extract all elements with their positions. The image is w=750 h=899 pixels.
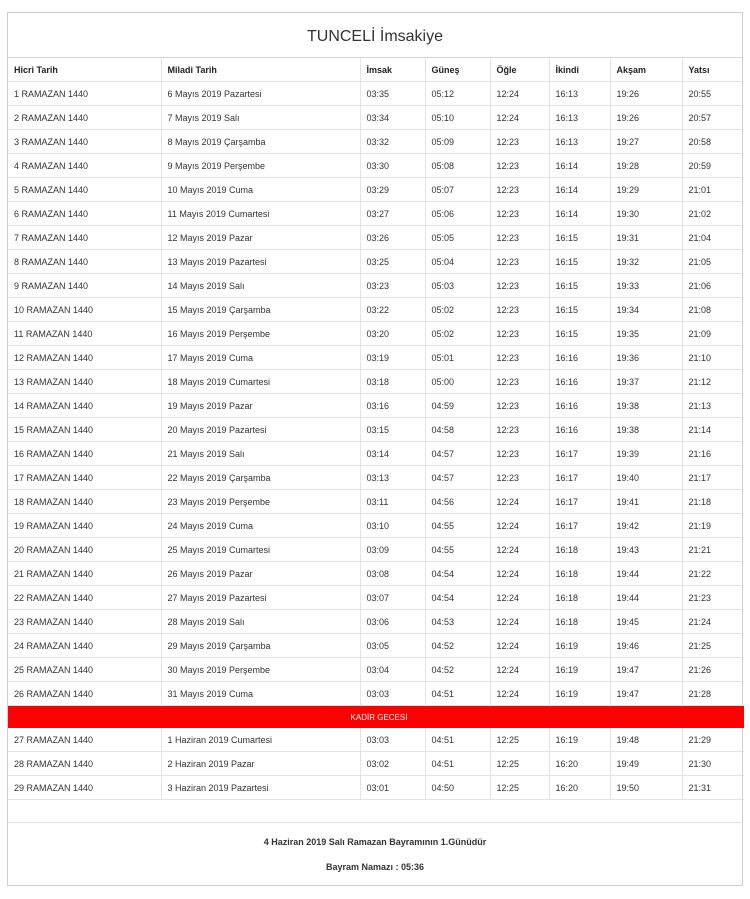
cell-aksam: 19:47 bbox=[610, 658, 682, 682]
cell-ikindi: 16:15 bbox=[549, 274, 610, 298]
cell-aksam: 19:33 bbox=[610, 274, 682, 298]
cell-ikindi: 16:17 bbox=[549, 514, 610, 538]
cell-hicri: 7 RAMAZAN 1440 bbox=[8, 226, 161, 250]
header-aksam: Akşam bbox=[610, 58, 682, 82]
cell-gunes: 04:58 bbox=[425, 418, 490, 442]
cell-yatsi: 21:05 bbox=[682, 250, 744, 274]
cell-yatsi: 21:22 bbox=[682, 562, 744, 586]
cell-imsak: 03:35 bbox=[360, 82, 425, 106]
kadir-gecesi-row bbox=[8, 706, 744, 729]
page-title: TUNCELİ İmsakiye bbox=[8, 13, 742, 58]
cell-ikindi: 16:19 bbox=[549, 634, 610, 658]
table-body-after bbox=[8, 728, 744, 800]
cell-gunes: 04:51 bbox=[425, 728, 490, 752]
cell-miladi: 16 Mayıs 2019 Perşembe bbox=[161, 322, 360, 346]
cell-gunes: 04:55 bbox=[425, 514, 490, 538]
cell-hicri: 21 RAMAZAN 1440 bbox=[8, 562, 161, 586]
cell-yatsi: 21:26 bbox=[682, 658, 744, 682]
cell-aksam: 19:42 bbox=[610, 514, 682, 538]
table-row bbox=[8, 634, 744, 658]
cell-ikindi: 16:15 bbox=[549, 250, 610, 274]
cell-aksam: 19:44 bbox=[610, 562, 682, 586]
cell-gunes: 05:02 bbox=[425, 322, 490, 346]
cell-gunes: 04:54 bbox=[425, 586, 490, 610]
cell-miladi: 19 Mayıs 2019 Pazar bbox=[161, 394, 360, 418]
cell-miladi: 30 Mayıs 2019 Perşembe bbox=[161, 658, 360, 682]
cell-hicri: 12 RAMAZAN 1440 bbox=[8, 346, 161, 370]
cell-ogle: 12:24 bbox=[490, 586, 549, 610]
cell-aksam: 19:39 bbox=[610, 442, 682, 466]
cell-hicri: 16 RAMAZAN 1440 bbox=[8, 442, 161, 466]
cell-ikindi: 16:16 bbox=[549, 418, 610, 442]
cell-imsak: 03:03 bbox=[360, 728, 425, 752]
cell-hicri: 14 RAMAZAN 1440 bbox=[8, 394, 161, 418]
header-imsak: İmsak bbox=[360, 58, 425, 82]
cell-hicri: 28 RAMAZAN 1440 bbox=[8, 752, 161, 776]
cell-gunes: 04:52 bbox=[425, 658, 490, 682]
cell-ikindi: 16:13 bbox=[549, 82, 610, 106]
table-row bbox=[8, 202, 744, 226]
table-row bbox=[8, 418, 744, 442]
cell-hicri: 23 RAMAZAN 1440 bbox=[8, 610, 161, 634]
cell-aksam: 19:41 bbox=[610, 490, 682, 514]
header-ogle: Öğle bbox=[490, 58, 549, 82]
table-row bbox=[8, 106, 744, 130]
cell-hicri: 5 RAMAZAN 1440 bbox=[8, 178, 161, 202]
cell-gunes: 05:04 bbox=[425, 250, 490, 274]
cell-aksam: 19:47 bbox=[610, 682, 682, 706]
cell-hicri: 11 RAMAZAN 1440 bbox=[8, 322, 161, 346]
cell-ogle: 12:23 bbox=[490, 418, 549, 442]
cell-yatsi: 21:14 bbox=[682, 418, 744, 442]
cell-imsak: 03:05 bbox=[360, 634, 425, 658]
cell-yatsi: 21:23 bbox=[682, 586, 744, 610]
cell-imsak: 03:32 bbox=[360, 130, 425, 154]
cell-ikindi: 16:19 bbox=[549, 682, 610, 706]
cell-ikindi: 16:13 bbox=[549, 130, 610, 154]
cell-ogle: 12:24 bbox=[490, 82, 549, 106]
cell-gunes: 04:56 bbox=[425, 490, 490, 514]
imsakiye-panel bbox=[7, 12, 743, 886]
cell-ikindi: 16:18 bbox=[549, 586, 610, 610]
cell-aksam: 19:26 bbox=[610, 106, 682, 130]
cell-miladi: 31 Mayıs 2019 Cuma bbox=[161, 682, 360, 706]
table-body-special bbox=[8, 706, 744, 729]
cell-imsak: 03:11 bbox=[360, 490, 425, 514]
cell-gunes: 05:10 bbox=[425, 106, 490, 130]
header-yatsi: Yatsı bbox=[682, 58, 744, 82]
cell-imsak: 03:06 bbox=[360, 610, 425, 634]
cell-ikindi: 16:18 bbox=[549, 562, 610, 586]
cell-hicri: 19 RAMAZAN 1440 bbox=[8, 514, 161, 538]
cell-miladi: 24 Mayıs 2019 Cuma bbox=[161, 514, 360, 538]
cell-gunes: 05:03 bbox=[425, 274, 490, 298]
footer-bayram-namazi: Bayram Namazı : 05:36 bbox=[325, 862, 425, 872]
cell-ikindi: 16:16 bbox=[549, 346, 610, 370]
cell-yatsi: 21:17 bbox=[682, 466, 744, 490]
table-row bbox=[8, 370, 744, 394]
cell-yatsi: 21:24 bbox=[682, 610, 744, 634]
cell-ogle: 12:24 bbox=[490, 610, 549, 634]
cell-hicri: 13 RAMAZAN 1440 bbox=[8, 370, 161, 394]
cell-imsak: 03:14 bbox=[360, 442, 425, 466]
cell-yatsi: 21:18 bbox=[682, 490, 744, 514]
cell-hicri: 20 RAMAZAN 1440 bbox=[8, 538, 161, 562]
cell-ikindi: 16:20 bbox=[549, 752, 610, 776]
cell-hicri: 1 RAMAZAN 1440 bbox=[8, 82, 161, 106]
header-hicri: Hicri Tarih bbox=[8, 58, 161, 82]
cell-ogle: 12:23 bbox=[490, 466, 549, 490]
cell-imsak: 03:16 bbox=[360, 394, 425, 418]
cell-aksam: 19:46 bbox=[610, 634, 682, 658]
cell-miladi: 3 Haziran 2019 Pazartesi bbox=[161, 776, 360, 800]
cell-ogle: 12:24 bbox=[490, 514, 549, 538]
cell-yatsi: 21:25 bbox=[682, 634, 744, 658]
cell-yatsi: 21:08 bbox=[682, 298, 744, 322]
cell-hicri: 6 RAMAZAN 1440 bbox=[8, 202, 161, 226]
table-row bbox=[8, 226, 744, 250]
table-row bbox=[8, 586, 744, 610]
cell-miladi: 14 Mayıs 2019 Salı bbox=[161, 274, 360, 298]
cell-ogle: 12:23 bbox=[490, 154, 549, 178]
cell-imsak: 03:03 bbox=[360, 682, 425, 706]
cell-gunes: 05:07 bbox=[425, 178, 490, 202]
cell-gunes: 05:00 bbox=[425, 370, 490, 394]
cell-aksam: 19:43 bbox=[610, 538, 682, 562]
cell-aksam: 19:26 bbox=[610, 82, 682, 106]
cell-ikindi: 16:17 bbox=[549, 442, 610, 466]
table-row bbox=[8, 322, 744, 346]
cell-aksam: 19:36 bbox=[610, 346, 682, 370]
cell-yatsi: 21:16 bbox=[682, 442, 744, 466]
cell-hicri: 9 RAMAZAN 1440 bbox=[8, 274, 161, 298]
cell-ikindi: 16:16 bbox=[549, 394, 610, 418]
cell-gunes: 04:55 bbox=[425, 538, 490, 562]
cell-ogle: 12:24 bbox=[490, 538, 549, 562]
cell-yatsi: 21:31 bbox=[682, 776, 744, 800]
cell-miladi: 12 Mayıs 2019 Pazar bbox=[161, 226, 360, 250]
cell-ogle: 12:24 bbox=[490, 490, 549, 514]
cell-yatsi: 21:12 bbox=[682, 370, 744, 394]
table-body-before bbox=[8, 82, 744, 706]
cell-imsak: 03:26 bbox=[360, 226, 425, 250]
cell-yatsi: 21:21 bbox=[682, 538, 744, 562]
cell-aksam: 19:44 bbox=[610, 586, 682, 610]
cell-yatsi: 21:13 bbox=[682, 394, 744, 418]
cell-imsak: 03:04 bbox=[360, 658, 425, 682]
cell-miladi: 17 Mayıs 2019 Cuma bbox=[161, 346, 360, 370]
header-miladi: Miladi Tarih bbox=[161, 58, 360, 82]
cell-imsak: 03:27 bbox=[360, 202, 425, 226]
cell-ikindi: 16:15 bbox=[549, 298, 610, 322]
cell-hicri: 10 RAMAZAN 1440 bbox=[8, 298, 161, 322]
cell-ikindi: 16:20 bbox=[549, 776, 610, 800]
cell-ogle: 12:25 bbox=[490, 728, 549, 752]
cell-miladi: 10 Mayıs 2019 Cuma bbox=[161, 178, 360, 202]
cell-imsak: 03:30 bbox=[360, 154, 425, 178]
cell-ogle: 12:23 bbox=[490, 346, 549, 370]
cell-imsak: 03:20 bbox=[360, 322, 425, 346]
table-row bbox=[8, 82, 744, 106]
cell-yatsi: 21:30 bbox=[682, 752, 744, 776]
cell-imsak: 03:19 bbox=[360, 346, 425, 370]
cell-gunes: 04:52 bbox=[425, 634, 490, 658]
cell-ikindi: 16:18 bbox=[549, 538, 610, 562]
cell-miladi: 1 Haziran 2019 Cumartesi bbox=[161, 728, 360, 752]
cell-gunes: 05:08 bbox=[425, 154, 490, 178]
cell-ikindi: 16:14 bbox=[549, 202, 610, 226]
footer-bayram-note: 4 Haziran 2019 Salı Ramazan Bayramının 1.Günüdür bbox=[263, 837, 487, 847]
cell-hicri: 29 RAMAZAN 1440 bbox=[8, 776, 161, 800]
cell-aksam: 19:48 bbox=[610, 728, 682, 752]
cell-imsak: 03:02 bbox=[360, 752, 425, 776]
cell-miladi: 20 Mayıs 2019 Pazartesi bbox=[161, 418, 360, 442]
table-row bbox=[8, 442, 744, 466]
cell-ogle: 12:23 bbox=[490, 178, 549, 202]
cell-imsak: 03:13 bbox=[360, 466, 425, 490]
cell-miladi: 25 Mayıs 2019 Cumartesi bbox=[161, 538, 360, 562]
cell-gunes: 05:01 bbox=[425, 346, 490, 370]
table-row bbox=[8, 752, 744, 776]
cell-aksam: 19:37 bbox=[610, 370, 682, 394]
cell-hicri: 8 RAMAZAN 1440 bbox=[8, 250, 161, 274]
cell-ogle: 12:23 bbox=[490, 322, 549, 346]
table-row bbox=[8, 562, 744, 586]
cell-ogle: 12:23 bbox=[490, 394, 549, 418]
cell-miladi: 26 Mayıs 2019 Pazar bbox=[161, 562, 360, 586]
cell-aksam: 19:32 bbox=[610, 250, 682, 274]
cell-gunes: 04:57 bbox=[425, 466, 490, 490]
cell-gunes: 04:51 bbox=[425, 682, 490, 706]
cell-miladi: 15 Mayıs 2019 Çarşamba bbox=[161, 298, 360, 322]
cell-miladi: 8 Mayıs 2019 Çarşamba bbox=[161, 130, 360, 154]
cell-ogle: 12:24 bbox=[490, 562, 549, 586]
cell-aksam: 19:27 bbox=[610, 130, 682, 154]
cell-ogle: 12:23 bbox=[490, 202, 549, 226]
footer bbox=[8, 831, 742, 878]
cell-aksam: 19:45 bbox=[610, 610, 682, 634]
cell-aksam: 19:50 bbox=[610, 776, 682, 800]
cell-aksam: 19:38 bbox=[610, 418, 682, 442]
cell-gunes: 04:57 bbox=[425, 442, 490, 466]
cell-ogle: 12:24 bbox=[490, 634, 549, 658]
cell-imsak: 03:10 bbox=[360, 514, 425, 538]
header-ikindi: İkindi bbox=[549, 58, 610, 82]
cell-ogle: 12:25 bbox=[490, 752, 549, 776]
cell-gunes: 05:05 bbox=[425, 226, 490, 250]
cell-yatsi: 21:10 bbox=[682, 346, 744, 370]
table-row bbox=[8, 394, 744, 418]
cell-ikindi: 16:15 bbox=[549, 322, 610, 346]
cell-ikindi: 16:18 bbox=[549, 610, 610, 634]
cell-hicri: 25 RAMAZAN 1440 bbox=[8, 658, 161, 682]
cell-yatsi: 21:04 bbox=[682, 226, 744, 250]
cell-hicri: 4 RAMAZAN 1440 bbox=[8, 154, 161, 178]
table-row bbox=[8, 274, 744, 298]
table-row bbox=[8, 514, 744, 538]
cell-ogle: 12:23 bbox=[490, 130, 549, 154]
cell-aksam: 19:29 bbox=[610, 178, 682, 202]
table-row bbox=[8, 658, 744, 682]
cell-miladi: 2 Haziran 2019 Pazar bbox=[161, 752, 360, 776]
cell-miladi: 11 Mayıs 2019 Cumartesi bbox=[161, 202, 360, 226]
cell-imsak: 03:22 bbox=[360, 298, 425, 322]
cell-miladi: 9 Mayıs 2019 Perşembe bbox=[161, 154, 360, 178]
cell-gunes: 05:02 bbox=[425, 298, 490, 322]
cell-miladi: 28 Mayıs 2019 Salı bbox=[161, 610, 360, 634]
table-row bbox=[8, 610, 744, 634]
cell-yatsi: 20:59 bbox=[682, 154, 744, 178]
table-row bbox=[8, 466, 744, 490]
cell-yatsi: 21:01 bbox=[682, 178, 744, 202]
cell-miladi: 13 Mayıs 2019 Pazartesi bbox=[161, 250, 360, 274]
table-row bbox=[8, 250, 744, 274]
cell-hicri: 3 RAMAZAN 1440 bbox=[8, 130, 161, 154]
table-row bbox=[8, 682, 744, 706]
cell-ikindi: 16:17 bbox=[549, 490, 610, 514]
cell-ogle: 12:24 bbox=[490, 106, 549, 130]
table-spacer bbox=[8, 800, 742, 823]
cell-ogle: 12:23 bbox=[490, 250, 549, 274]
cell-imsak: 03:07 bbox=[360, 586, 425, 610]
cell-ogle: 12:24 bbox=[490, 658, 549, 682]
cell-ikindi: 16:14 bbox=[549, 178, 610, 202]
cell-ogle: 12:23 bbox=[490, 442, 549, 466]
cell-hicri: 24 RAMAZAN 1440 bbox=[8, 634, 161, 658]
cell-miladi: 29 Mayıs 2019 Çarşamba bbox=[161, 634, 360, 658]
cell-imsak: 03:25 bbox=[360, 250, 425, 274]
cell-aksam: 19:30 bbox=[610, 202, 682, 226]
cell-imsak: 03:18 bbox=[360, 370, 425, 394]
cell-aksam: 19:40 bbox=[610, 466, 682, 490]
cell-hicri: 2 RAMAZAN 1440 bbox=[8, 106, 161, 130]
cell-miladi: 22 Mayıs 2019 Çarşamba bbox=[161, 466, 360, 490]
cell-yatsi: 21:28 bbox=[682, 682, 744, 706]
cell-aksam: 19:34 bbox=[610, 298, 682, 322]
cell-imsak: 03:29 bbox=[360, 178, 425, 202]
table-row bbox=[8, 538, 744, 562]
table-row bbox=[8, 298, 744, 322]
table-row bbox=[8, 490, 744, 514]
table-header-row bbox=[8, 58, 744, 82]
cell-imsak: 03:09 bbox=[360, 538, 425, 562]
cell-imsak: 03:08 bbox=[360, 562, 425, 586]
cell-gunes: 04:51 bbox=[425, 752, 490, 776]
cell-ikindi: 16:14 bbox=[549, 154, 610, 178]
cell-yatsi: 20:58 bbox=[682, 130, 744, 154]
cell-gunes: 04:50 bbox=[425, 776, 490, 800]
cell-imsak: 03:23 bbox=[360, 274, 425, 298]
cell-yatsi: 20:57 bbox=[682, 106, 744, 130]
cell-hicri: 27 RAMAZAN 1440 bbox=[8, 728, 161, 752]
cell-gunes: 04:53 bbox=[425, 610, 490, 634]
cell-ogle: 12:25 bbox=[490, 776, 549, 800]
cell-aksam: 19:49 bbox=[610, 752, 682, 776]
table-row bbox=[8, 178, 744, 202]
table-row bbox=[8, 130, 744, 154]
cell-ogle: 12:23 bbox=[490, 370, 549, 394]
kadir-gecesi-label: KADİR GECESİ bbox=[8, 706, 744, 729]
cell-gunes: 04:59 bbox=[425, 394, 490, 418]
cell-yatsi: 21:29 bbox=[682, 728, 744, 752]
cell-ikindi: 16:13 bbox=[549, 106, 610, 130]
cell-ogle: 12:23 bbox=[490, 298, 549, 322]
cell-hicri: 22 RAMAZAN 1440 bbox=[8, 586, 161, 610]
cell-ogle: 12:23 bbox=[490, 226, 549, 250]
cell-imsak: 03:01 bbox=[360, 776, 425, 800]
cell-miladi: 6 Mayıs 2019 Pazartesi bbox=[161, 82, 360, 106]
cell-aksam: 19:31 bbox=[610, 226, 682, 250]
cell-ikindi: 16:19 bbox=[549, 658, 610, 682]
cell-ikindi: 16:17 bbox=[549, 466, 610, 490]
cell-ikindi: 16:15 bbox=[549, 226, 610, 250]
cell-yatsi: 21:02 bbox=[682, 202, 744, 226]
cell-ogle: 12:24 bbox=[490, 682, 549, 706]
cell-aksam: 19:35 bbox=[610, 322, 682, 346]
cell-ogle: 12:23 bbox=[490, 274, 549, 298]
cell-aksam: 19:38 bbox=[610, 394, 682, 418]
cell-miladi: 27 Mayıs 2019 Pazartesi bbox=[161, 586, 360, 610]
cell-yatsi: 21:19 bbox=[682, 514, 744, 538]
cell-hicri: 15 RAMAZAN 1440 bbox=[8, 418, 161, 442]
cell-yatsi: 21:06 bbox=[682, 274, 744, 298]
header-gunes: Güneş bbox=[425, 58, 490, 82]
table-row bbox=[8, 154, 744, 178]
cell-hicri: 17 RAMAZAN 1440 bbox=[8, 466, 161, 490]
cell-yatsi: 21:09 bbox=[682, 322, 744, 346]
cell-ikindi: 16:16 bbox=[549, 370, 610, 394]
cell-aksam: 19:28 bbox=[610, 154, 682, 178]
cell-gunes: 04:54 bbox=[425, 562, 490, 586]
prayer-times-table bbox=[8, 58, 744, 800]
cell-imsak: 03:34 bbox=[360, 106, 425, 130]
cell-gunes: 05:12 bbox=[425, 82, 490, 106]
cell-ikindi: 16:19 bbox=[549, 728, 610, 752]
cell-gunes: 05:09 bbox=[425, 130, 490, 154]
cell-yatsi: 20:55 bbox=[682, 82, 744, 106]
table-row bbox=[8, 776, 744, 800]
cell-miladi: 18 Mayıs 2019 Cumartesi bbox=[161, 370, 360, 394]
cell-miladi: 23 Mayıs 2019 Perşembe bbox=[161, 490, 360, 514]
cell-hicri: 26 RAMAZAN 1440 bbox=[8, 682, 161, 706]
cell-hicri: 18 RAMAZAN 1440 bbox=[8, 490, 161, 514]
table-row bbox=[8, 728, 744, 752]
cell-miladi: 21 Mayıs 2019 Salı bbox=[161, 442, 360, 466]
table-row bbox=[8, 346, 744, 370]
cell-miladi: 7 Mayıs 2019 Salı bbox=[161, 106, 360, 130]
cell-imsak: 03:15 bbox=[360, 418, 425, 442]
cell-gunes: 05:06 bbox=[425, 202, 490, 226]
